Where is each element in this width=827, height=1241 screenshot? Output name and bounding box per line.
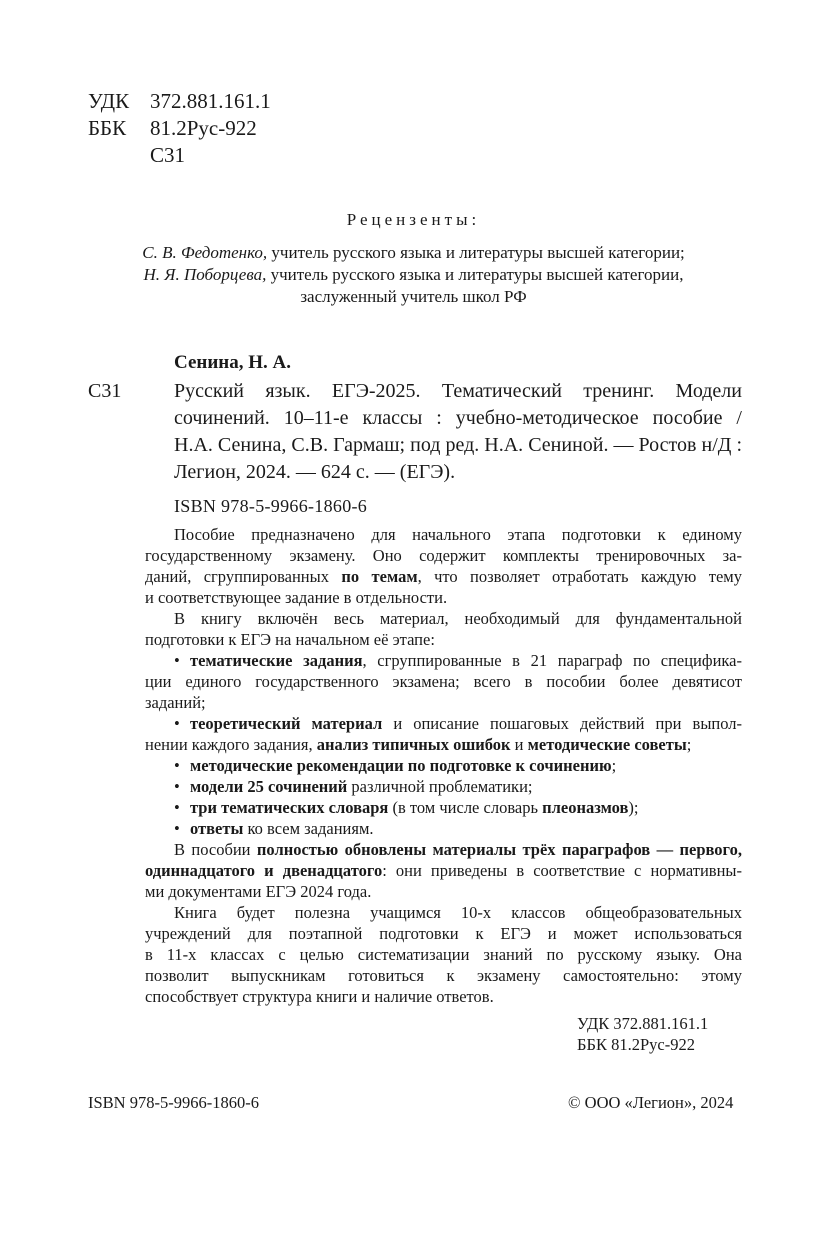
- udk-label: УДК: [88, 89, 130, 113]
- bbk-label: ББК: [88, 116, 127, 140]
- annotation-p1-l2: государственному экзамену. Оно содержит комплекты тренировочных за-: [145, 546, 742, 565]
- bib-line-1: Русский язык. ЕГЭ-2025. Тематический тренинг. Модели: [174, 380, 742, 402]
- bullet-5: • три тематических словаря (в том числе словарь плеоназмов);: [174, 798, 639, 817]
- annotation-p1-l1: Пособие предназначено для начального этапа подготовки к единому: [174, 525, 742, 544]
- footer-bbk: ББК 81.2Рус-922: [577, 1035, 695, 1054]
- bullet-2-l2: нении каждого задания, анализ типичных ошибок и методические советы;: [145, 735, 692, 754]
- bib-line-3: Н.А. Сенина, С.В. Гармаш; под ред. Н.А. Сениной. — Ростов н/Д :: [174, 434, 742, 456]
- annotation-p4-l2: учреждений для поэтапной подготовки к ЕГЭ и может использоваться: [145, 924, 742, 943]
- annotation-p1-l4: и соответствующее задание в отдельности.: [145, 588, 448, 607]
- reviewer-2-extra: заслуженный учитель школ РФ: [300, 287, 527, 306]
- udk-value: 372.881.161.1: [150, 89, 271, 113]
- isbn-line: ISBN 978-5-9966-1860-6: [174, 496, 368, 516]
- author-mark: С31: [150, 143, 186, 167]
- annotation-p2-l1: В книгу включён весь материал, необходимый для фундаментальной: [174, 609, 742, 628]
- footer-udk: УДК 372.881.161.1: [577, 1014, 709, 1033]
- annotation-p3-l1: В пособии полностью обновлены материалы трёх параграфов — первого,: [174, 840, 742, 859]
- footer-copyright: © ООО «Легион», 2024: [568, 1093, 734, 1112]
- classification-block: [88, 88, 271, 169]
- annotation-p3-l2: одиннадцатого и двенадцатого: они приведены в соответствие с нормативны-: [145, 861, 742, 880]
- bullet-3: • методические рекомендации по подготовке к сочинению;: [174, 756, 617, 775]
- bullet-6: • ответы ко всем заданиям.: [174, 819, 374, 838]
- bbk-value: 81.2Рус-922: [150, 116, 257, 140]
- catalog-mark: С31: [88, 380, 122, 402]
- reviewer-1: С. В. Федотенко, учитель русского языка и литературы высшей категории;: [142, 243, 685, 262]
- bullet-4: • модели 25 сочинений различной проблематики;: [174, 777, 533, 796]
- reviewer-2-name: Н. Я. Поборцева,: [143, 265, 267, 284]
- bib-line-2: сочинений. 10–11-е классы : учебно-методическое пособие /: [174, 407, 742, 429]
- bib-line-4: Легион, 2024. — 624 с. — (ЕГЭ).: [174, 461, 456, 483]
- annotation-p2-l2: подготовки к ЕГЭ на начальном её этапе:: [145, 630, 435, 649]
- annotation-p4-l4: позволит выпускникам готовиться к экзамену самостоятельно: этому: [145, 966, 742, 985]
- annotation-p4-l3: в 11-х классах с целью систематизации знаний по русскому языку. Она: [145, 945, 742, 964]
- reviewer-1-name: С. В. Федотенко,: [142, 243, 268, 262]
- reviewer-2: Н. Я. Поборцева, учитель русского языка и литературы высшей категории,: [143, 265, 684, 284]
- author-heading: Сенина, Н. А.: [174, 352, 291, 373]
- reviewers-title: Рецензенты:: [346, 210, 481, 229]
- bullet-1-l3: заданий;: [145, 693, 206, 712]
- annotation-p4-l1: Книга будет полезна учащимся 10-х классов общеобразовательных: [174, 903, 742, 922]
- bullet-1-l2: ции единого государственного экзамена; всего в пособии более девятисот: [145, 672, 742, 691]
- footer-isbn: ISBN 978-5-9966-1860-6: [88, 1093, 259, 1112]
- annotation-p1-l3: даний, сгруппированных по темам, что позволяет отработать каждую тему: [145, 567, 742, 586]
- annotation-p4-l5: способствует структура книги и наличие ответов.: [145, 987, 494, 1006]
- bullet-1: • тематические задания, сгруппированные в 21 параграф по специфика-: [174, 651, 742, 670]
- annotation-p3-l3: ми документами ЕГЭ 2024 года.: [145, 882, 372, 901]
- bullet-2: • теоретический материал и описание пошаговых действий при выпол-: [174, 714, 742, 733]
